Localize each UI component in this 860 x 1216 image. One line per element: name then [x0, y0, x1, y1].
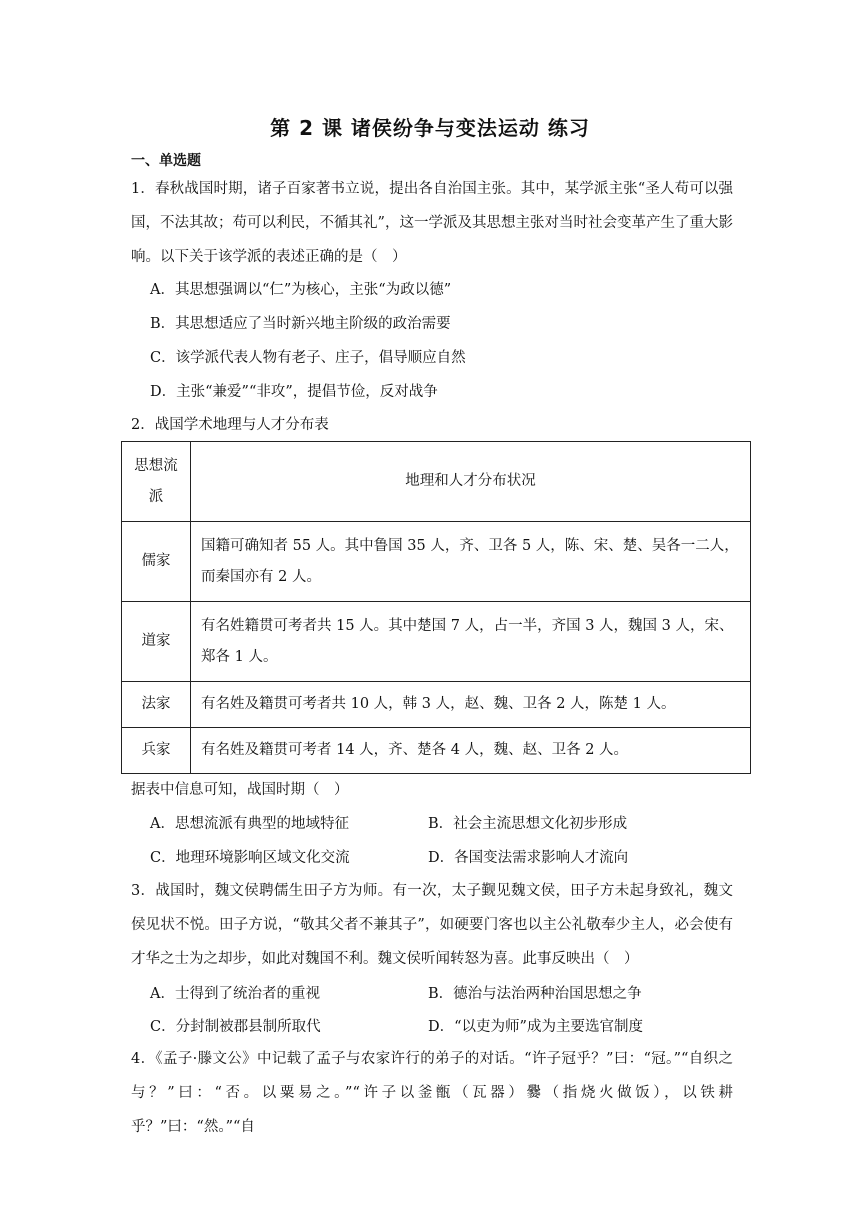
question-3-text: 3．战国时，魏文侯聘儒生田子方为师。有一次，太子觐见魏文侯，田子方未起身致礼，魏文侯见状不悦。田子方说，“敬其父者不兼其子”，如硬要门客也以主公礼敬奉少主人，必会使有才华之士为之却步，如此对魏国不利。魏文侯听闻转怒为喜。此事反映出（ ）	[131, 883, 733, 967]
table-cell-school: 道家	[122, 602, 191, 682]
table-row	[122, 522, 751, 602]
q3-option-b[interactable]: B．德治与法治两种治国思想之争	[428, 986, 642, 1002]
q1-option-c[interactable]: C．该学派代表人物有老子、庄子，倡导顺应自然	[150, 350, 466, 366]
question-1-text: 1．春秋战国时期，诸子百家著书立说，提出各自治国主张。其中，某学派主张“圣人苟可以强国，不法其故；苟可以利民，不循其礼”，这一学派及其思想主张对当时社会变革产生了重大影响。以下关于该学派的表述正确的是（ ）	[131, 181, 733, 265]
table-cell-school: 兵家	[122, 728, 191, 774]
question-2-stem: 据表中信息可知，战国时期（ ）	[131, 782, 349, 798]
table-header-school: 思想流派	[122, 442, 191, 522]
q1-option-d[interactable]: D．主张“兼爱”“非攻”，提倡节俭，反对战争	[150, 384, 438, 400]
table-cell-desc: 有名姓籍贯可考者共 15 人。其中楚国 7 人，占一半，齐国 3 人，魏国 3 人，宋、郑各 1 人。	[191, 602, 751, 682]
table-cell-desc: 有名姓及籍贯可考者共 10 人，韩 3 人，赵、魏、卫各 2 人，陈楚 1 人。	[191, 682, 751, 728]
q2-option-b[interactable]: B．社会主流思想文化初步形成	[428, 816, 628, 832]
q1-option-b[interactable]: B．其思想适应了当时新兴地主阶级的政治需要	[150, 316, 451, 332]
table-cell-school: 法家	[122, 682, 191, 728]
table-header-distribution: 地理和人才分布状况	[191, 442, 751, 522]
question-2-intro: 2．战国学术地理与人才分布表	[131, 417, 329, 433]
table-row	[122, 728, 751, 774]
q3-option-c[interactable]: C．分封制被郡县制所取代	[150, 1019, 321, 1035]
q1-option-a[interactable]: A．其思想强调以“仁”为核心，主张“为政以德”	[150, 282, 452, 298]
table-cell-desc: 国籍可确知者 55 人。其中鲁国 35 人，齐、卫各 5 人，陈、宋、楚、吴各一二人，而秦国亦有 2 人。	[191, 522, 751, 602]
q3-option-d[interactable]: D．“以吏为师”成为主要选官制度	[428, 1019, 643, 1035]
document-title: 第 2 课 诸侯纷争与变法运动 练习	[270, 116, 590, 140]
section-heading: 一、单选题	[131, 153, 201, 169]
q2-option-d[interactable]: D．各国变法需求影响人才流向	[428, 850, 629, 866]
table-row	[122, 602, 751, 682]
distribution-table	[121, 441, 751, 774]
q2-option-a[interactable]: A．思想流派有典型的地域特征	[150, 816, 349, 832]
table-header-row	[122, 442, 751, 522]
q3-option-a[interactable]: A．士得到了统治者的重视	[150, 986, 320, 1002]
table-cell-school: 儒家	[122, 522, 191, 602]
table-row	[122, 682, 751, 728]
question-4-text: 4．《孟子·滕文公》中记载了孟子与农家许行的弟子的对话。“许子冠乎？”曰：“冠。”“自织之与？”曰：“否。以粟易之。”“许子以釜甑（瓦器）爨（指烧火做饭），以铁耕乎？”曰：“然。”“自	[131, 1051, 733, 1135]
q2-option-c[interactable]: C．地理环境影响区域文化交流	[150, 850, 350, 866]
table-cell-desc: 有名姓及籍贯可考者 14 人，齐、楚各 4 人，魏、赵、卫各 2 人。	[191, 728, 751, 774]
